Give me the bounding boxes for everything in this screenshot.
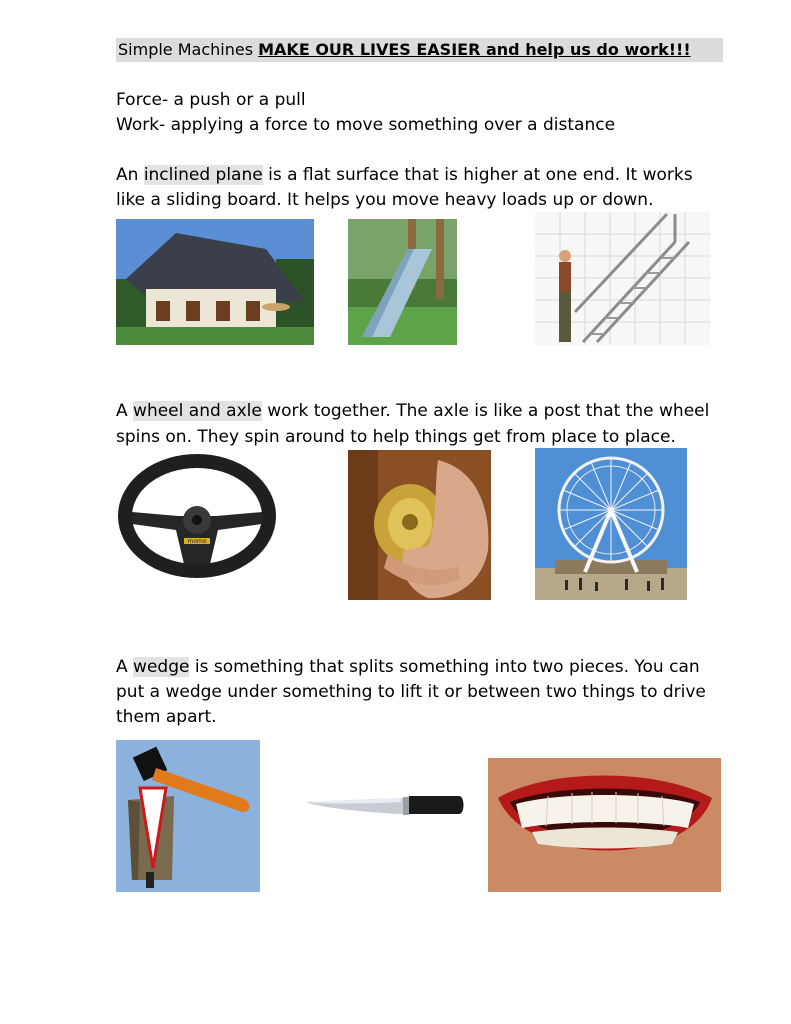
knife-image (303, 792, 466, 822)
force-definition: Force- a push or a pull (116, 90, 306, 110)
steering-wheel-image (118, 454, 276, 578)
ferris-wheel-image (535, 448, 687, 600)
title-plain: Simple Machines (118, 40, 259, 59)
inclined-plane-line-2: like a sliding board. It helps you move heavy loads up or down. (116, 190, 654, 210)
wedge-line-2: put a wedge under something to lift it or between two things to drive (116, 682, 706, 702)
text-fragment: A (116, 401, 134, 421)
wedge-line-3: them apart. (116, 707, 217, 727)
title-bold: MAKE OUR LIVES EASIER and help us do work!!! (258, 40, 691, 59)
wheel-and-axle-term: wheel and axle (133, 401, 262, 421)
text-fragment: An (116, 165, 144, 185)
text-fragment: is something that splits something into two pieces. You can (189, 657, 700, 677)
doorknob-image (348, 450, 491, 600)
stairs-image (535, 212, 710, 345)
teeth-smile-image (488, 758, 721, 892)
wedge-term: wedge (133, 657, 190, 677)
work-definition: Work- applying a force to move something over a distance (116, 115, 616, 135)
house-roof-image (116, 219, 314, 345)
steering-wheel-logo: momo (187, 538, 207, 545)
inclined-plane-line-1 (116, 163, 693, 188)
wheel-axle-line-2: spins on. They spin around to help things get from place to place. (116, 427, 676, 447)
slide-image (348, 219, 457, 345)
text-fragment: A (116, 657, 134, 677)
text-fragment: work together. The axle is like a post that the wheel (261, 401, 710, 421)
wheel-axle-line-1 (116, 399, 709, 424)
wedge-line-1 (116, 655, 700, 680)
page-title (118, 38, 691, 62)
text-fragment: is a flat surface that is higher at one end. It works (262, 165, 693, 185)
inclined-plane-term: inclined plane (143, 165, 263, 185)
mallet-wedge-image (116, 740, 260, 892)
